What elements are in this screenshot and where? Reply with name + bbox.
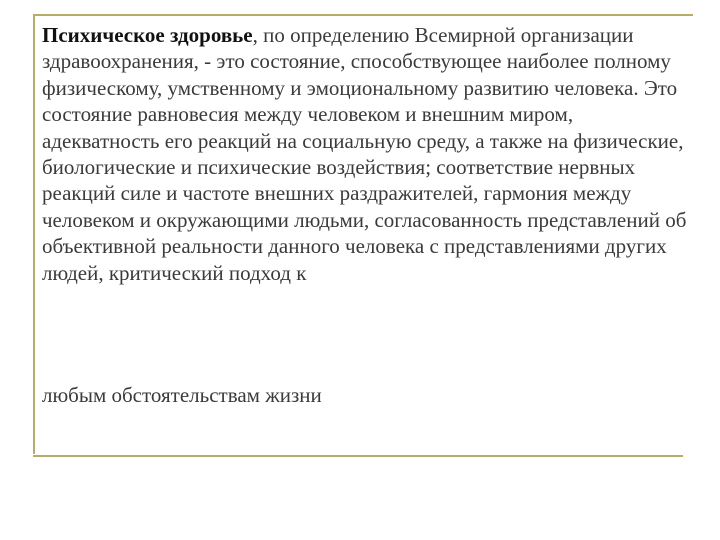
frame-bottom-rule [33,455,683,457]
closing-line: любым обстоятельствам жизни [42,383,322,407]
definition-paragraph [42,22,692,286]
frame-left-rule [33,14,35,454]
lead-term: Психическое здоровье [42,23,253,47]
frame-top-rule [33,14,693,16]
paragraph-text: , по определению Всемирной организации здравоохранения, - это состояние, способствующее наиболее полному физическому, умственному и эмоциональному развитию человека. Это состояние равновесия между человеком и внешним миром, адекватность его реакций на социальную среду, а также на физические, биологические и психические воздействия; соответствие нервных реакций силе и частоте внешних раздражителей, гармония между человеком и окружающими людьми, согласованность представлений об объективной реальности данного человека с представлениями других людей, критический подход к [42,23,687,285]
